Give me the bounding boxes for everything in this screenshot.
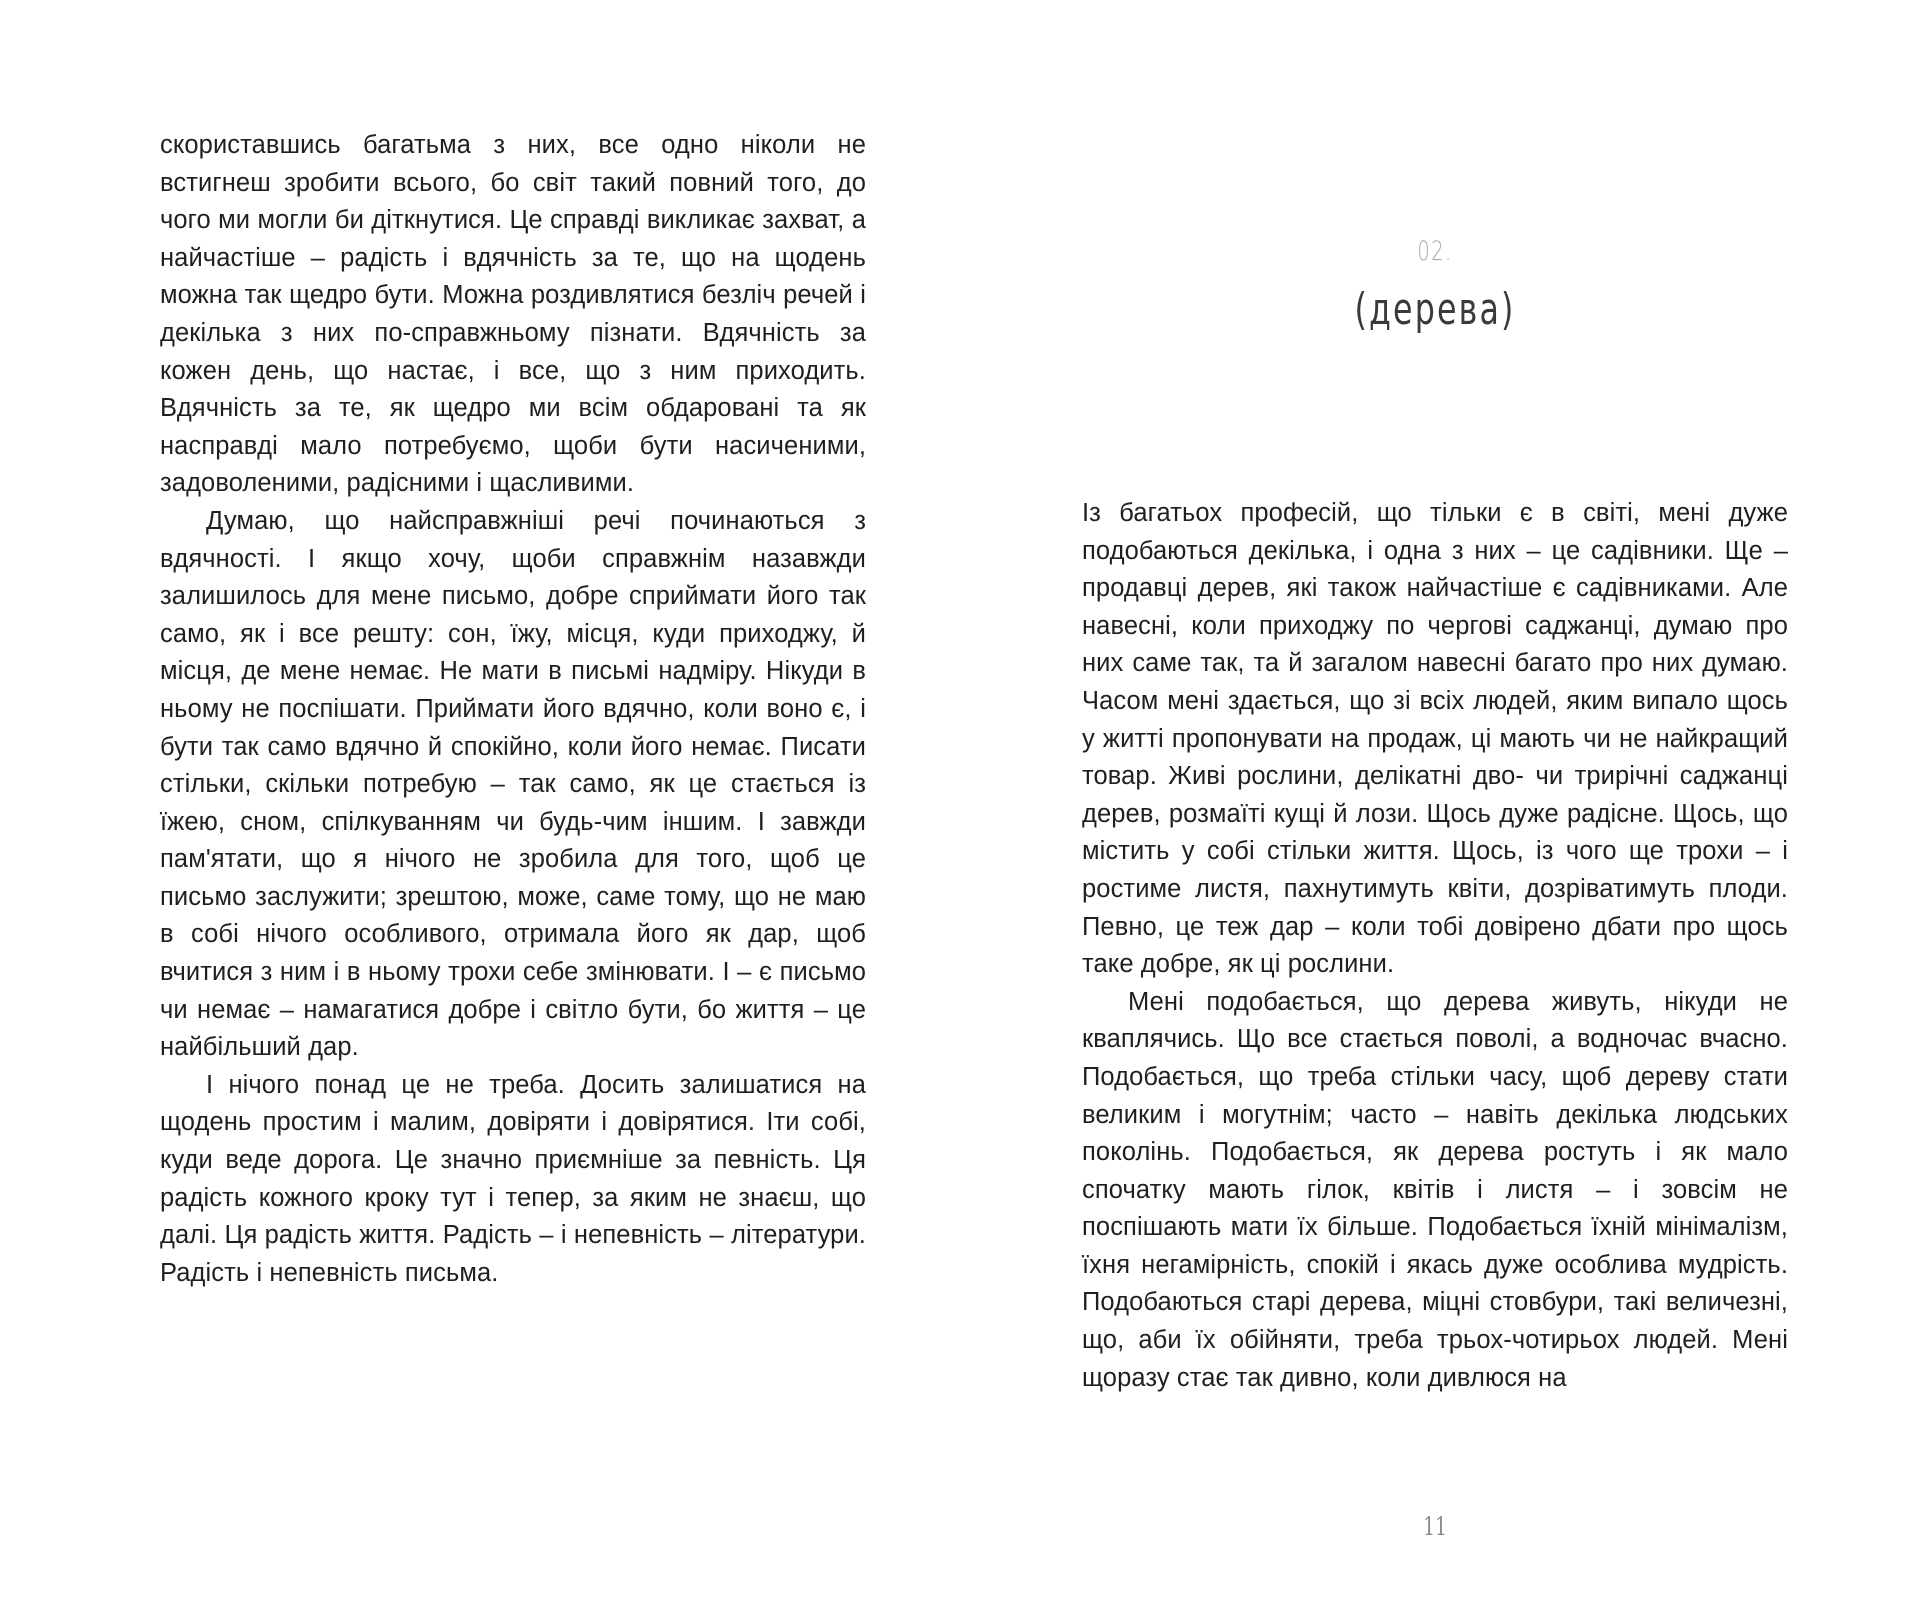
left-paragraph-2: Думаю, що найсправжніші речі починаються з вдячності. І якщо хочу, щоби справжнім назавжди залишилось для мене письмо, добре сприймати його так само, як і все решту: сон, їжу, місця, куди приходжу, й місця, де мене немає. Не мати в письмі надміру. Нікуди в ньому не поспішати. Приймати його вдячно, коли воно є, і бути так само вдячно й спокійно, коли його немає. Писати стільки, скільки потребую – так само, як це стається із їжею, сном, спілкуванням чи будь-чим іншим. І завжди пам'ятати, що я нічого не зробила для того, щоб це письмо заслужити; зрештою, може, саме тому, що не маю в собі нічого особливого, отримала його як дар, щоб вчитися з ним і в ньому трохи себе змінювати. І – є письмо чи немає – намагатися добре і світло бути, бо життя – це найбільший дар.: [160, 506, 866, 1062]
chapter-title: (дерева): [1354, 284, 1516, 335]
chapter-number: 02.: [1417, 236, 1453, 267]
left-page-text: [160, 127, 866, 1292]
left-paragraph-1: скориставшись багатьма з них, все одно ніколи не встигнеш зробити всього, бо світ такий повний того, до чого ми могли би діткнутися. Це справді викликає захват, а найчастіше – радість і вдячність за те, що на щодень можна так щедро бути. Можна роздивлятися безліч речей і декілька з них по-справжньому пізнати. Вдячність за кожен день, що настає, і все, що з ним приходить. Вдячність за те, як щедро ми всім обдаровані та як насправді мало потребуємо, щоби бути насиченими, задоволеними, радісними і щасливими.: [160, 131, 866, 498]
page-number: 11: [1423, 1512, 1447, 1541]
right-paragraph-1: Із багатьох професій, що тільки є в світі, мені дуже подобаються декілька, і одна з них – це садівники. Ще – продавці дерев, які також найчастіше є садівниками. Але навесні, коли приходжу по чергові саджанці, думаю про них саме так, та й загалом навесні багато про них думаю. Часом мені здається, що зі всіх людей, яким випало щось у житті пропонувати на продаж, ці мають чи не найкращий товар. Живі рослини, делікатні дво- чи трирічні саджанці дерев, розмаїті кущі й лози. Щось дуже радісне. Щось, що містить у собі стільки життя. Щось, із чого ще трохи – і ростиме листя, пахнутимуть квіти, дозріватимуть плоди. Певно, це теж дар – коли тобі довірено дбати про щось таке добре, як ці рослини.: [1082, 499, 1788, 979]
left-page: [160, 0, 866, 1600]
right-paragraph-2: Мені подобається, що дерева живуть, нікуди не кваплячись. Що все стається поволі, а водночас вчасно. Подобається, що треба стільки часу, щоб дереву стати великим і могутнім; часто – навіть декілька людських поколінь. Подобається, як дерева ростуть і як мало спочатку мають гілок, квітів і листя – і зовсім не поспішають мати їх більше. Подобається їхній мінімалізм, їхня негамірність, спокій і якась дуже особлива мудрість. Подобаються старі дерева, міцні стовбури, такі величезні, що, аби їх обійняти, треба трьох-чотирьох людей. Мені щоразу стає так дивно, коли дивлюся на: [1082, 987, 1788, 1392]
right-page: [1082, 0, 1788, 1600]
right-page-text: [1082, 495, 1788, 1397]
left-paragraph-3: І нічого понад це не треба. Досить залишатися на щодень простим і малим, довіряти і довірятися. Іти собі, куди веде дорога. Це значно приємніше за певність. Ця радість кожного кроку тут і тепер, за яким не знаєш, що далі. Ця радість життя. Радість – і непевність – літератури. Радість і непевність письма.: [160, 1070, 866, 1287]
